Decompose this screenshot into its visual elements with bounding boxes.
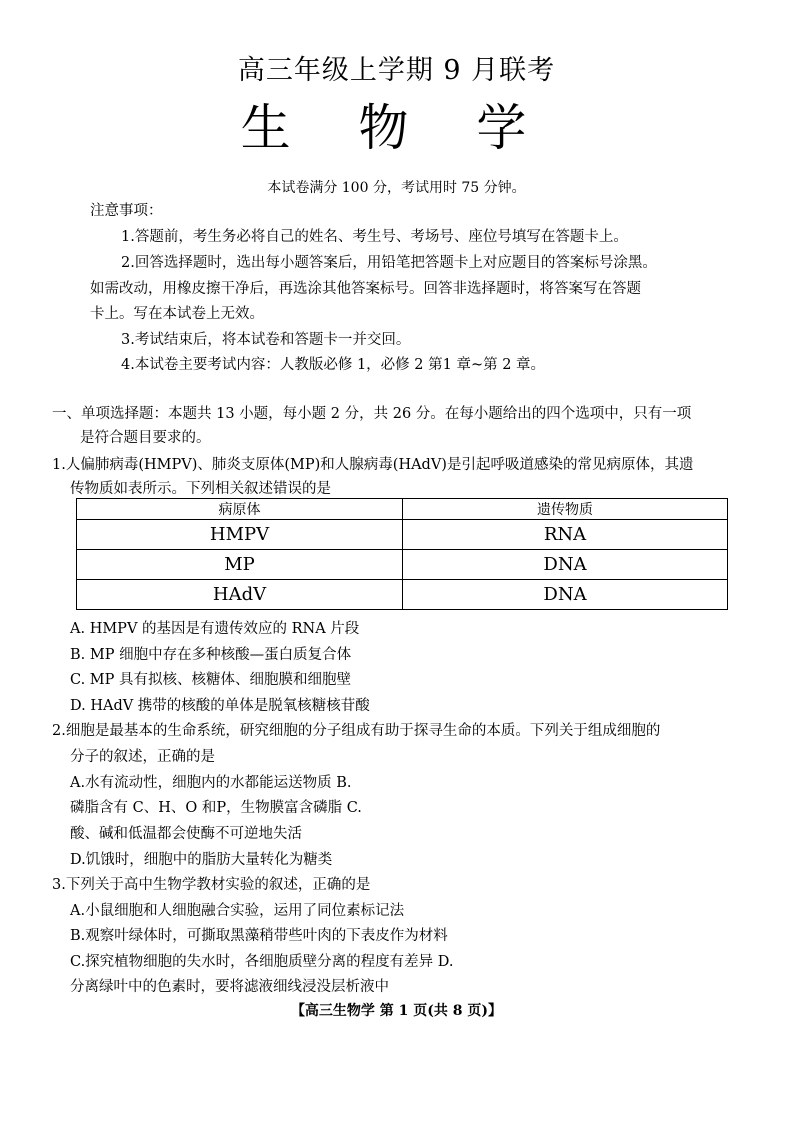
q2-options-line-3: 酸、碱和低温都会使酶不可逆地失活	[70, 826, 302, 842]
notes-heading: 注意事项：	[90, 203, 163, 219]
q1-stem-line-1: 1.人偏肺病毒(HMPV)、肺炎支原体(MP)和人腺病毒(HAdV)是引起呼吸道感染的常见病原体，其遗	[52, 457, 694, 473]
table-cell-pathogen: MP	[77, 550, 403, 580]
pathogen-table	[76, 498, 728, 610]
table-cell-pathogen: HAdV	[77, 580, 403, 610]
subject-title: 生 物 学	[240, 99, 553, 157]
table-row	[77, 550, 728, 580]
q1-option-b: B. MP 细胞中存在多种核酸—蛋白质复合体	[70, 647, 352, 663]
q2-options-line-1: A.水有流动性，细胞内的水都能运送物质 B.	[70, 775, 352, 791]
note-2-line-2: 如需改动，用橡皮擦干净后，再选涂其他答案标号。回答非选择题时，将答案写在答题	[90, 281, 641, 297]
note-1: 1.答题前，考生务必将自己的姓名、考生号、考场号、座位号填写在答题卡上。	[121, 229, 628, 245]
note-2-line-3: 卡上。写在本试卷上无效。	[90, 306, 264, 322]
q1-stem-line-2: 传物质如表所示。下列相关叙述错误的是	[70, 481, 331, 497]
note-3: 3.考试结束后，将本试卷和答题卡一并交回。	[121, 332, 411, 348]
table-header-row	[77, 499, 728, 520]
table-cell-material: DNA	[403, 580, 728, 610]
q2-options-line-4: D.饥饿时，细胞中的脂肪大量转化为糖类	[70, 852, 333, 868]
table-header-genetic-material: 遗传物质	[403, 499, 728, 520]
q1-option-d: D. HAdV 携带的核酸的单体是脱氧核糖核苷酸	[70, 698, 370, 714]
q3-options-line-1: A.小鼠细胞和人细胞融合实验，运用了同位素标记法	[70, 903, 405, 919]
q2-stem-line-2: 分子的叙述，正确的是	[70, 749, 215, 765]
table-row	[77, 520, 728, 550]
q3-stem: 3.下列关于高中生物学教材实验的叙述，正确的是	[52, 877, 371, 893]
exam-meta: 本试卷满分 100 分，考试用时 75 分钟。	[267, 180, 526, 196]
note-4: 4.本试卷主要考试内容：人教版必修 1，必修 2 第1 章~第 2 章。	[121, 357, 546, 373]
q2-stem-line-1: 2.细胞是最基本的生命系统，研究细胞的分子组成有助于探寻生命的本质。下列关于组成细胞的	[52, 723, 661, 739]
q2-options-line-2: 磷脂含有 C、H、O 和P，生物膜富含磷脂 C.	[70, 800, 362, 816]
table-cell-material: RNA	[403, 520, 728, 550]
table-cell-pathogen: HMPV	[77, 520, 403, 550]
q3-options-line-2: B.观察叶绿体时，可撕取黑藻稍带些叶肉的下表皮作为材料	[70, 928, 448, 944]
q3-options-line-4: 分离绿叶中的色素时，要将滤液细线浸没层析液中	[70, 979, 389, 995]
note-2-line-1: 2.回答选择题时，选出每小题答案后，用铅笔把答题卡上对应题目的答案标号涂黑。	[121, 255, 657, 271]
table-header-pathogen: 病原体	[77, 499, 403, 520]
page-footer: 【高三生物学 第 1 页(共 8 页)】	[290, 1003, 503, 1019]
section-heading-line-2: 是符合题目要求的。	[80, 430, 211, 446]
exam-title: 高三年级上学期 9 月联考	[237, 55, 556, 86]
q3-options-line-3: C.探究植物细胞的失水时，各细胞质壁分离的程度有差异 D.	[70, 954, 454, 970]
q1-option-a: A. HMPV 的基因是有遗传效应的 RNA 片段	[70, 621, 360, 637]
table-row	[77, 580, 728, 610]
q1-option-c: C. MP 具有拟核、核糖体、细胞膜和细胞壁	[70, 672, 352, 688]
section-heading-line-1: 一、单项选择题：本题共 13 小题，每小题 2 分，共 26 分。在每小题给出的四个选项中，只有一项	[52, 406, 692, 422]
table-cell-material: DNA	[403, 550, 728, 580]
